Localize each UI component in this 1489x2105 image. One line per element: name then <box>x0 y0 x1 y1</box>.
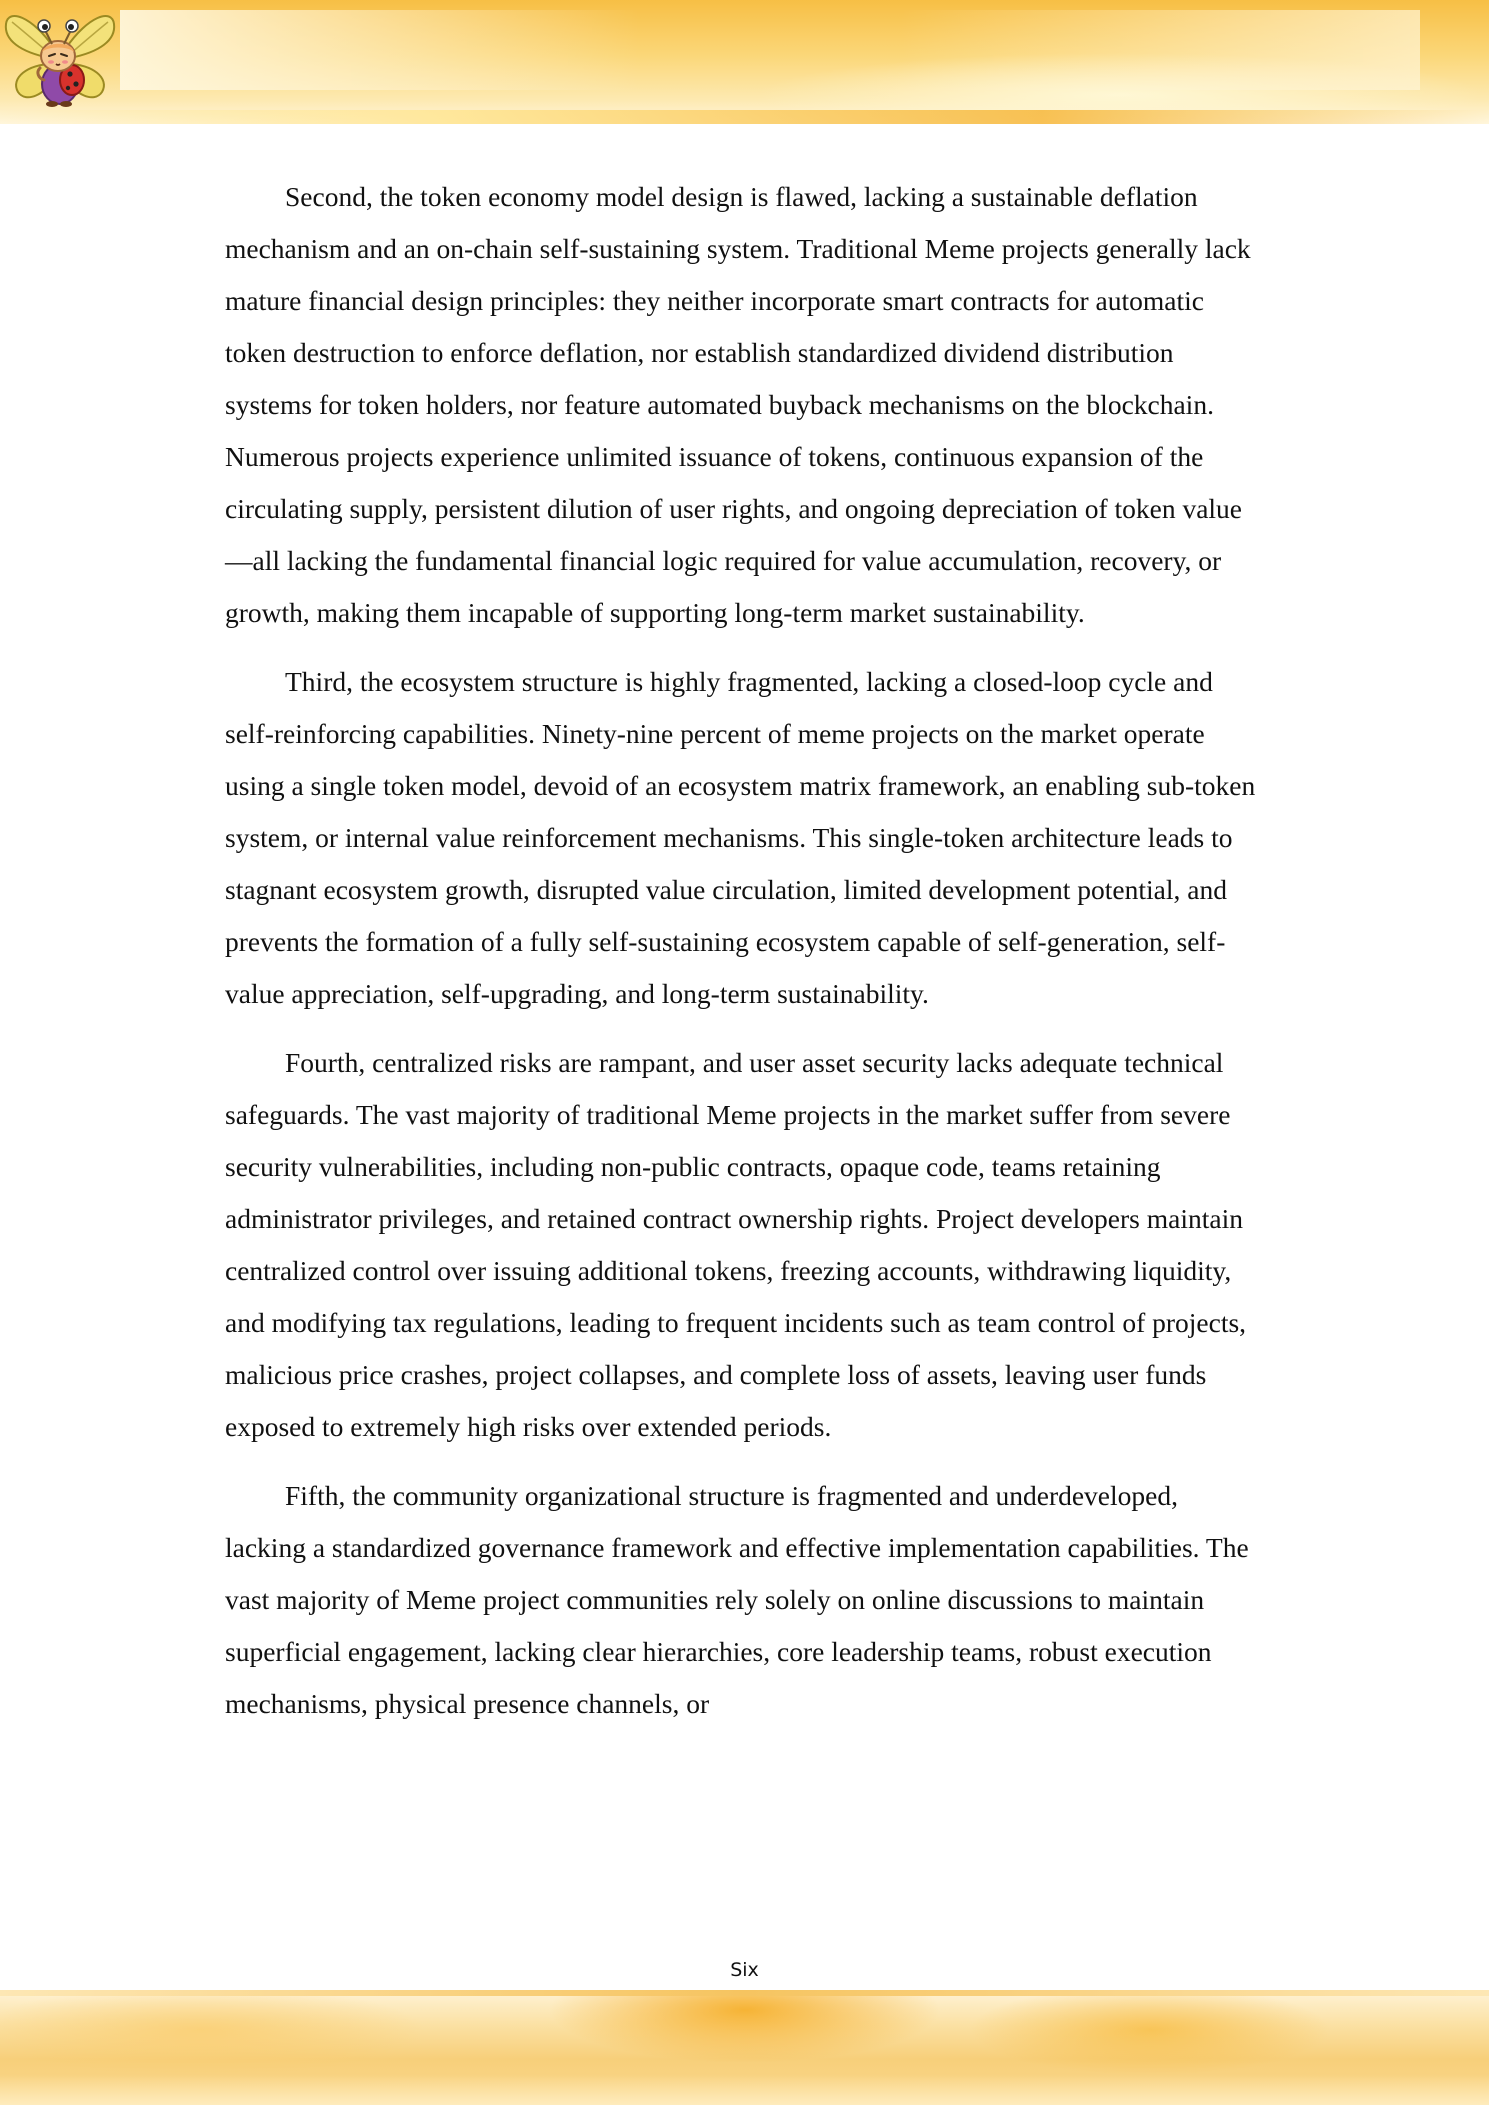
body-paragraph: Fourth, centralized risks are rampant, and user asset security lacks adequate technical safeguards. The vast majority of traditional Meme projects in the market suffer from severe security vulnerabilities, including non-public contracts, opaque code, teams retaining administrator privileges, and retained contract ownership rights. Project developers maintain centralized control over issuing additional tokens, freezing accounts, withdrawing liquidity, and modifying tax regulations, leading to frequent incidents such as team control of projects, malicious price crashes, project collapses, and complete loss of assets, leaving user funds exposed to extremely high risks over extended periods. <box>225 1047 1247 1442</box>
body-paragraph: Third, the ecosystem structure is highly fragmented, lacking a closed-loop cycle and self-reinforcing capabilities. Ninety-nine percent of meme projects on the market operate using a single token model, devoid of an ecosystem matrix framework, an enabling sub-token system, or internal value reinforcement mechanisms. This single-token architecture leads to stagnant ecosystem growth, disrupted value circulation, limited development potential, and prevents the formation of a fully self-sustaining ecosystem capable of self-generation, self-value appreciation, self-upgrading, and long-term sustainability. <box>225 666 1256 1009</box>
page-number: Six <box>730 1959 759 1981</box>
footer-rim <box>0 1990 1489 1996</box>
footer-glow <box>0 2075 1489 2105</box>
page-footer-banner <box>0 1990 1489 2105</box>
butterfly-mascot-icon <box>2 6 118 108</box>
body-paragraph: Fifth, the community organizational structure is fragmented and underdeveloped, lacking a standardized governance framework and effective implementation capabilities. The vast majority of Meme project communities rely solely on online discussions to maintain superficial engagement, lacking clear hierarchies, core leadership teams, robust execution mechanisms, physical presence channels, or <box>225 1480 1249 1719</box>
header-glow <box>120 10 1420 90</box>
page-header-banner <box>0 0 1489 124</box>
document-body <box>225 171 1260 1747</box>
header-shine <box>0 110 1489 124</box>
body-paragraph: Second, the token economy model design is flawed, lacking a sustainable deflation mechanism and an on-chain self-sustaining system. Traditional Meme projects generally lack mature financial design principles: they neither incorporate smart contracts for automatic token destruction to enforce deflation, nor establish standardized dividend distribution systems for token holders, nor feature automated buyback mechanisms on the blockchain. Numerous projects experience unlimited issuance of tokens, continuous expansion of the circulating supply, persistent dilution of user rights, and ongoing depreciation of token value—all lacking the fundamental financial logic required for value accumulation, recovery, or growth, making them incapable of supporting long-term market sustainability. <box>225 181 1251 628</box>
